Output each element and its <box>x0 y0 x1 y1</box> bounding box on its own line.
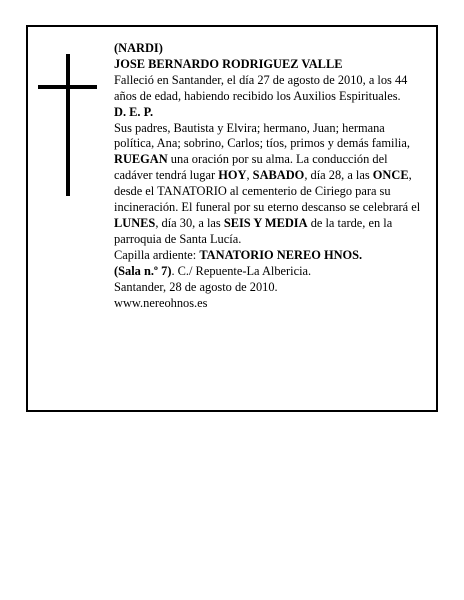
place-date: Santander, 28 de agosto de 2010. <box>114 279 278 294</box>
dep-label: D. E. P. <box>114 104 154 119</box>
chapel-name: TANATORIO NEREO HNOS. <box>199 247 363 262</box>
cross-icon-bar <box>38 85 97 89</box>
death-details: Falleció en Santander, el día 27 de agosto de 2010, a los 44 años de edad, habiendo recibido los Auxilios Espirituales. <box>114 72 408 103</box>
chapel-info: Capilla ardiente: TANATORIO NEREO HNOS. <box>114 247 363 262</box>
website-text: www.nereohnos.es <box>114 295 208 310</box>
seis-media-words: SEIS Y MEDIA <box>223 215 308 230</box>
lunes-word: LUNES <box>114 215 156 230</box>
cross-icon <box>66 54 70 196</box>
ceremony-details: RUEGAN una oración por su alma. La conducción del cadáver tendrá lugar HOY, SABADO, día 28, a las ONCE, desde el TANATORIO al cementerio de Ciriego para su incineración. El funeral por su eterno descanso se celebrará el LUNES, día 30, a las SEIS Y MEDIA de la tarde, en la parroquia de Santa Lucía. <box>114 152 421 246</box>
once-word: ONCE <box>372 168 409 183</box>
family-list: Sus padres, Bautista y Elvira; hermano, Juan; hermana política, Ana; sobrino, Carlos; tíos, primos y demás familia, <box>114 120 410 151</box>
deceased-name: JOSE BERNARDO RODRIGUEZ VALLE <box>114 56 343 71</box>
sabado-word: SABADO <box>252 168 305 183</box>
obituary-text <box>114 41 426 311</box>
sala-number: (Sala n.º 7) <box>114 263 172 278</box>
ruegan-word: RUEGAN <box>114 152 168 167</box>
chapel-address: (Sala n.º 7). C./ Repuente-La Albericia. <box>114 263 312 278</box>
nickname: (NARDI) <box>114 41 163 55</box>
hoy-word: HOY <box>218 168 247 183</box>
